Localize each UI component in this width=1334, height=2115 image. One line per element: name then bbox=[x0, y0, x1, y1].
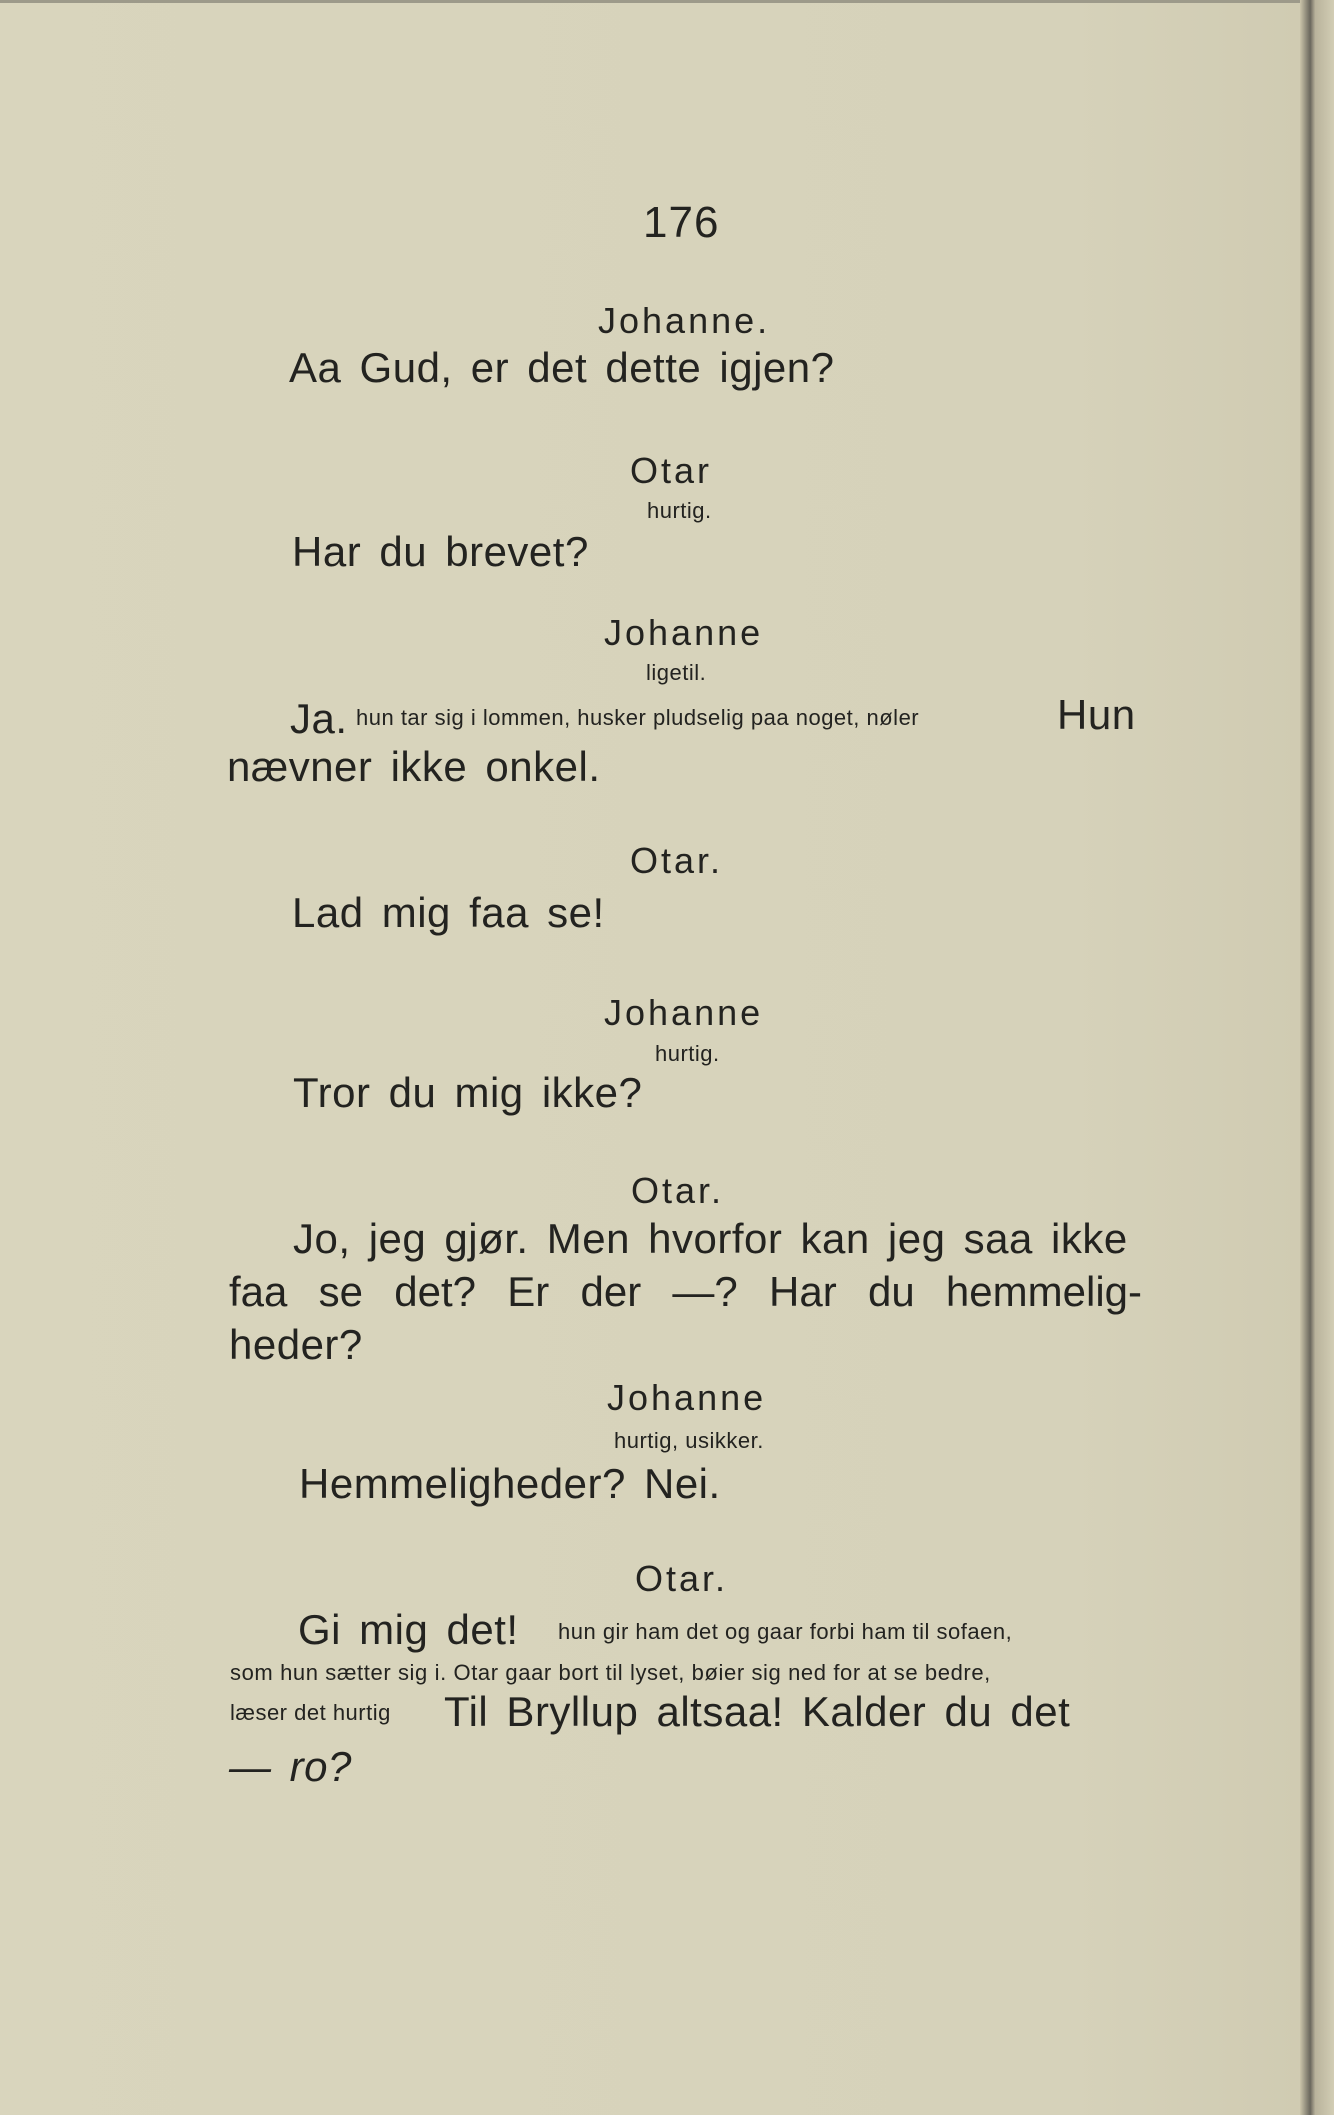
stage-direction: læser det hurtig bbox=[230, 1700, 391, 1725]
speech-line: faa se det? Er der —? Har du hemmelig- bbox=[229, 1268, 1142, 1315]
stage-direction: hun gir ham det og gaar forbi ham til sofaen, bbox=[558, 1619, 1013, 1644]
speech-line: Gi mig det! bbox=[298, 1606, 519, 1653]
speech-line: Hemmeligheder? Nei. bbox=[299, 1460, 721, 1507]
speaker-name: Johanne bbox=[607, 1377, 767, 1418]
speech-line: nævner ikke onkel. bbox=[227, 743, 601, 790]
speech-line: Lad mig faa se! bbox=[292, 889, 605, 936]
stage-direction: ligetil. bbox=[646, 660, 707, 685]
speech-line: — ro? bbox=[229, 1743, 352, 1790]
speaker-name: Otar. bbox=[630, 840, 724, 881]
page-number: 176 bbox=[643, 198, 720, 247]
page-top-edge bbox=[0, 0, 1334, 3]
speech-line: heder? bbox=[229, 1321, 363, 1368]
speech-line: Ja. bbox=[290, 695, 348, 742]
book-spine-shadow bbox=[1300, 0, 1334, 2115]
speech-line: Har du brevet? bbox=[292, 528, 589, 575]
speaker-name: Otar. bbox=[631, 1170, 725, 1211]
speaker-name: Johanne bbox=[604, 612, 764, 653]
stage-direction: hurtig. bbox=[655, 1041, 720, 1066]
speaker-name: Otar. bbox=[635, 1558, 729, 1599]
speech-line: Hun bbox=[1057, 691, 1136, 738]
speech-line: Jo, jeg gjør. Men hvorfor kan jeg saa ikke bbox=[293, 1215, 1128, 1262]
speech-line: Til Bryllup altsaa! Kalder du det bbox=[444, 1688, 1071, 1735]
stage-direction: hun tar sig i lommen, husker pludselig paa noget, nøler bbox=[356, 705, 920, 730]
stage-direction: som hun sætter sig i. Otar gaar bort til lyset, bøier sig ned for at se bedre, bbox=[230, 1660, 991, 1685]
speaker-name: Johanne bbox=[604, 992, 764, 1033]
stage-direction: hurtig, usikker. bbox=[614, 1428, 764, 1453]
speaker-name: Otar bbox=[630, 450, 713, 491]
speaker-name: Johanne. bbox=[598, 300, 771, 341]
speech-line: Aa Gud, er det dette igjen? bbox=[289, 344, 835, 391]
speech-line: Tror du mig ikke? bbox=[293, 1069, 643, 1116]
stage-direction: hurtig. bbox=[647, 498, 712, 523]
